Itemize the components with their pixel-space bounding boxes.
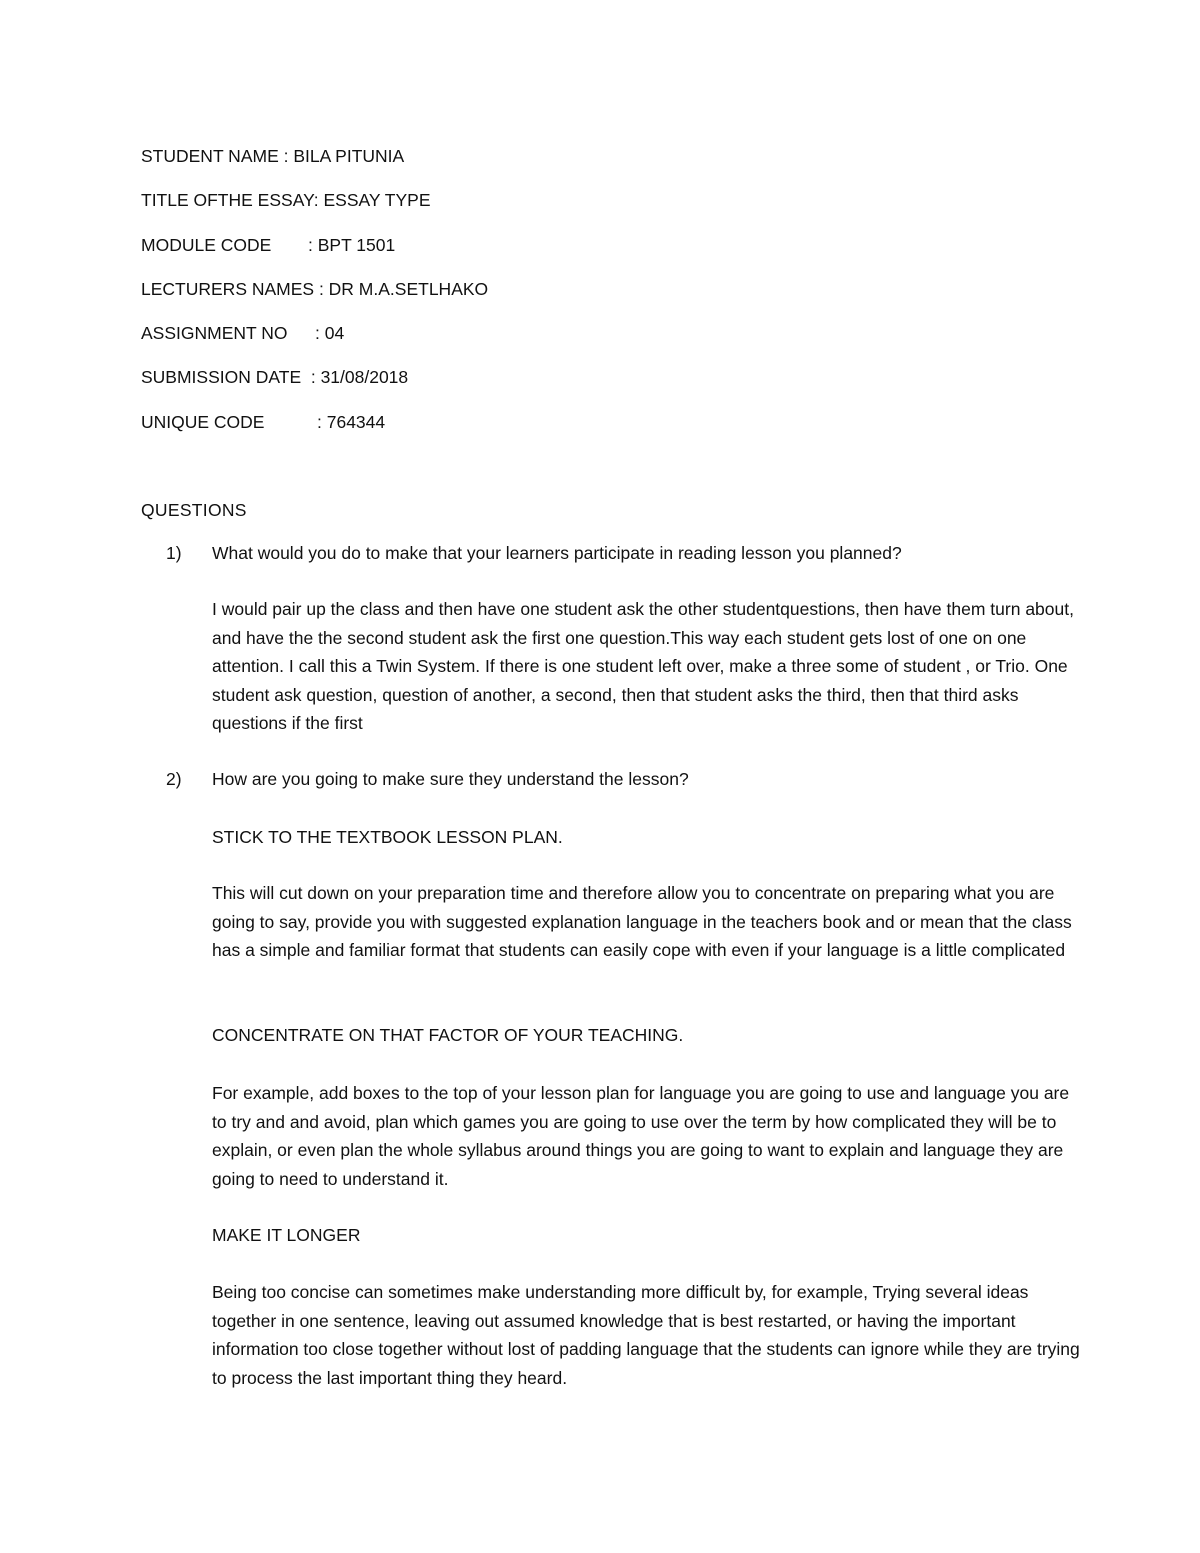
module-code-value: : BPT 1501 <box>308 234 396 255</box>
lecturers-line <box>141 276 1041 320</box>
question-1 <box>141 540 1081 566</box>
subheading-stick-to-textbook: STICK TO THE TEXTBOOK LESSON PLAN. <box>212 827 563 847</box>
module-code-label: MODULE CODE <box>141 234 272 255</box>
paragraph-concise <box>212 1278 1082 1392</box>
unique-code-value: : 764344 <box>317 411 386 432</box>
assignment-label: ASSIGNMENT NO <box>141 323 288 344</box>
subheading-make-it-longer: MAKE IT LONGER <box>212 1225 361 1245</box>
essay-title-line <box>141 187 1041 231</box>
submission-line <box>141 364 1041 408</box>
assignment-line <box>141 320 1041 364</box>
questions-heading: QUESTIONS <box>141 500 247 520</box>
question-2 <box>141 766 1081 792</box>
paragraph-preparation <box>212 879 1082 965</box>
question-2-text: How are you going to make sure they understand the lesson? <box>212 769 689 789</box>
paragraph-example-text: For example, add boxes to the top of your lesson plan for language you are going to use and language you are to try and and avoid, plan which games you are going to use over the term by how complicated they will be to explain, or even plan the whole syllabus around things you are going to want to explain and language they are going to need to understand it. <box>212 1083 1070 1189</box>
paragraph-example <box>212 1079 1082 1193</box>
answer-1-paragraph: I would pair up the class and then have one student ask the other studentquestions, then have them turn about, and have the the second student ask the first one question.This way each student gets lost of one on one attention. I call this a Twin System. If there is one student left over, make a three some of student , or Trio. One student ask question, question of another, a second, then that student asks the third, then that third asks questions if the first <box>212 599 1074 734</box>
question-2-number: 2) <box>166 769 182 789</box>
cover-details <box>141 143 1041 453</box>
paragraph-concise-text: Being too concise can sometimes make understanding more difficult by, for example, Trying several ideas together in one sentence, leaving out assumed knowledge that is best restarted, or having the important information too close together without lost of padding language that the students can ignore while they are trying to process the last important thing they heard. <box>212 1282 1080 1388</box>
lecturers-names: LECTURERS NAMES : DR M.A.SETLHAKO <box>141 278 489 299</box>
assignment-value: : 04 <box>315 323 345 344</box>
answer-1 <box>212 595 1082 738</box>
question-1-number: 1) <box>166 543 182 563</box>
unique-code-label: UNIQUE CODE <box>141 411 265 432</box>
unique-code-line <box>141 409 1041 453</box>
module-code-line <box>141 232 1041 276</box>
question-1-text: What would you do to make that your learners participate in reading lesson you planned? <box>212 543 902 563</box>
student-name-line <box>141 143 1041 187</box>
subheading-concentrate: CONCENTRATE ON THAT FACTOR OF YOUR TEACHING. <box>212 1025 684 1045</box>
student-name: STUDENT NAME : BILA PITUNIA <box>141 146 405 166</box>
submission-date: SUBMISSION DATE : 31/08/2018 <box>141 367 409 388</box>
paragraph-preparation-text: This will cut down on your preparation time and therefore allow you to concentrate on preparing what you are going to say, provide you with suggested explanation language in the teachers book and or mean that the class has a simple and familiar format that students can easily cope with even if your language is a little complicated <box>212 883 1072 961</box>
essay-title: TITLE OFTHE ESSAY: ESSAY TYPE <box>141 190 431 211</box>
